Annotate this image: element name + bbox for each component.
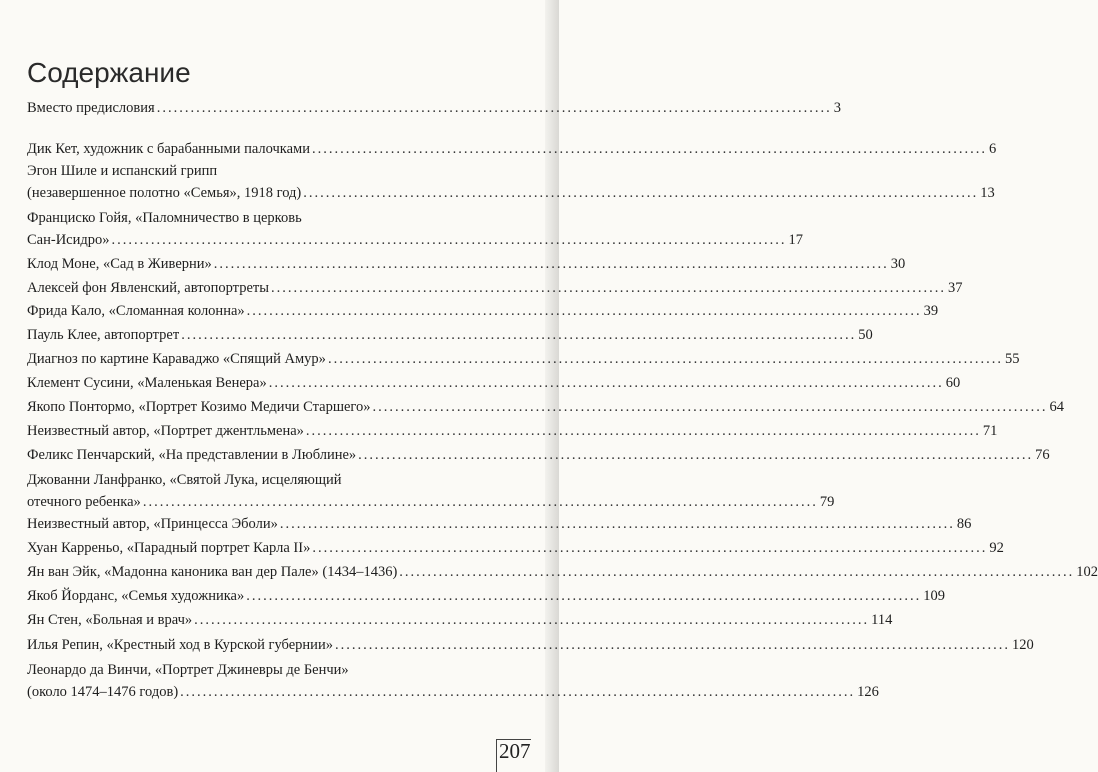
toc-leader-dots: ........................................................................................................................ [399, 564, 1075, 580]
toc-entry[interactable] [27, 561, 1098, 583]
toc-leader-dots: ........................................................................................................................ [303, 185, 979, 201]
toc-leader-dots: ........................................................................................................................ [279, 516, 955, 532]
toc-entry-title-line: Ян Стен, «Больная и врач» [27, 612, 193, 628]
toc-entry-page: 86 [956, 516, 972, 532]
toc-entry[interactable] [27, 634, 1034, 656]
toc-entry-page: 64 [1049, 399, 1065, 415]
toc-entry-title-line: Леонардо да Винчи, «Портрет Джиневры де Бенчи» [27, 662, 349, 678]
toc-leader-dots: ........................................................................................................................ [268, 375, 944, 391]
toc-entry-page: 76 [1035, 447, 1050, 463]
toc-leader-dots: ........................................................................................................................ [194, 612, 870, 628]
toc-leader-dots: ........................................................................................................................ [213, 256, 889, 272]
toc-entry-title-line: Эгон Шиле и испанский грипп [27, 163, 218, 179]
toc-entry-title-line: Хуан Карреньо, «Парадный портрет Карла II» [27, 540, 311, 556]
toc-entry-page: 120 [1011, 637, 1034, 653]
toc-entry-title-line: (около 1474–1476 годов) [27, 684, 179, 700]
toc-entry-title-line: Пауль Клее, автопортрет [27, 327, 180, 343]
toc-entry[interactable] [27, 348, 1020, 370]
toc-leader-dots: ........................................................................................................................ [270, 280, 946, 296]
toc-entry-page: 37 [947, 280, 963, 296]
toc-entry[interactable] [27, 300, 939, 322]
toc-entry-title-line: Неизвестный автор, «Портрет джентльмена» [27, 423, 304, 439]
toc-entry-title-line: Якопо Понтормо, «Портрет Козимо Медичи Старшего» [27, 399, 371, 415]
toc-entry-page: 50 [858, 327, 873, 343]
toc-leader-dots: ........................................................................................................................ [334, 637, 1010, 653]
toc-entry-page: 30 [890, 256, 906, 272]
toc-entry-title-line: Фрида Кало, «Сломанная колонна» [27, 303, 245, 319]
toc-entry-page: 39 [923, 303, 939, 319]
toc-entry-page: 17 [788, 232, 803, 248]
toc-entry[interactable] [27, 444, 1050, 466]
toc-entry-page: 109 [923, 588, 945, 604]
toc-entry-title-line: Клемент Сусини, «Маленькая Венера» [27, 375, 267, 391]
toc-leader-dots: ........................................................................................................................ [312, 141, 987, 157]
toc-entry[interactable] [27, 585, 945, 607]
toc-entry-page: 79 [819, 494, 835, 510]
toc-entry-title-line: Диагноз по картине Караваджо «Спящий Амур» [27, 351, 326, 367]
toc-leader-dots: ........................................................................................................................ [246, 303, 922, 319]
toc-entry[interactable] [27, 609, 893, 631]
toc-entry-page: 6 [989, 141, 997, 157]
toc-entry-title-line: Феликс Пенчарский, «На представлении в Люблине» [27, 447, 357, 463]
toc-entry-page: 60 [945, 375, 961, 391]
toc-entry-page: 55 [1004, 351, 1020, 367]
toc-entry-page: 92 [989, 540, 1004, 556]
toc-entry[interactable] [27, 97, 841, 119]
toc-entry-title-line: Ян ван Эйк, «Мадонна каноника ван дер Пале» (1434–1436) [27, 564, 398, 580]
toc-entry-page: 126 [857, 684, 879, 700]
toc-entry[interactable] [27, 659, 879, 703]
toc-entry-page: 71 [982, 423, 998, 439]
page-number: 207 [499, 739, 531, 763]
toc-entry-title-line: Алексей фон Явленский, автопортреты [27, 280, 269, 296]
toc-entry-title-line: Джованни Ланфранко, «Святой Лука, исцеляющий [27, 472, 342, 488]
toc-entry-title-line: Сан-Исидро» [27, 232, 110, 248]
toc-leader-dots: ........................................................................................................................ [181, 327, 857, 343]
toc-leader-dots: ........................................................................................................................ [156, 100, 832, 116]
page-number-rule-vertical [496, 739, 497, 772]
toc-leader-dots: ........................................................................................................................ [327, 351, 1003, 367]
toc-entry-title-line: Илья Репин, «Крестный ход в Курской губернии» [27, 637, 333, 653]
toc-entry-page: 13 [980, 185, 995, 201]
toc-entry-title-line: Якоб Йорданс, «Семья художника» [27, 588, 245, 604]
toc-entry[interactable] [27, 420, 998, 442]
toc-entry[interactable] [27, 537, 1004, 559]
toc-leader-dots: ........................................................................................................................ [372, 399, 1048, 415]
toc-entry-title-line: Дик Кет, художник с барабанными палочками [27, 141, 310, 157]
toc-entry[interactable] [27, 160, 995, 204]
toc-entry[interactable] [27, 207, 803, 251]
toc-entry-page: 114 [871, 612, 893, 628]
toc-entry-page: 102 [1076, 564, 1098, 580]
toc-entry-title-line: Франциско Гойя, «Паломничество в церковь [27, 210, 302, 226]
toc-leader-dots: ........................................................................................................................ [142, 494, 818, 510]
toc-leader-dots: ........................................................................................................................ [305, 423, 981, 439]
toc-entry[interactable] [27, 324, 873, 346]
toc-entry[interactable] [27, 396, 1065, 418]
toc-entry[interactable] [27, 372, 961, 394]
toc-entry-page: 3 [833, 100, 841, 116]
toc-entry[interactable] [27, 513, 972, 535]
toc-entry-title-line: Неизвестный автор, «Принцесса Эболи» [27, 516, 278, 532]
toc-leader-dots: ........................................................................................................................ [312, 540, 988, 556]
toc-leader-dots: ........................................................................................................................ [246, 588, 922, 604]
toc-entry-title-line: Клод Моне, «Сад в Живерни» [27, 256, 212, 272]
toc-entry-title-line: Вместо предисловия [27, 100, 155, 116]
toc-entry-title-line: отечного ребенка» [27, 494, 141, 510]
toc-entry[interactable] [27, 277, 963, 299]
toc-entry[interactable] [27, 253, 906, 275]
page-title: Содержание [27, 57, 191, 88]
toc-entry-title-line: (незавершенное полотно «Семья», 1918 год) [27, 185, 302, 201]
toc-leader-dots: ........................................................................................................................ [180, 684, 856, 700]
toc-entry[interactable] [27, 138, 997, 160]
toc-entry[interactable] [27, 469, 835, 513]
toc-leader-dots: ........................................................................................................................ [358, 447, 1034, 463]
toc-leader-dots: ........................................................................................................................ [111, 232, 787, 248]
